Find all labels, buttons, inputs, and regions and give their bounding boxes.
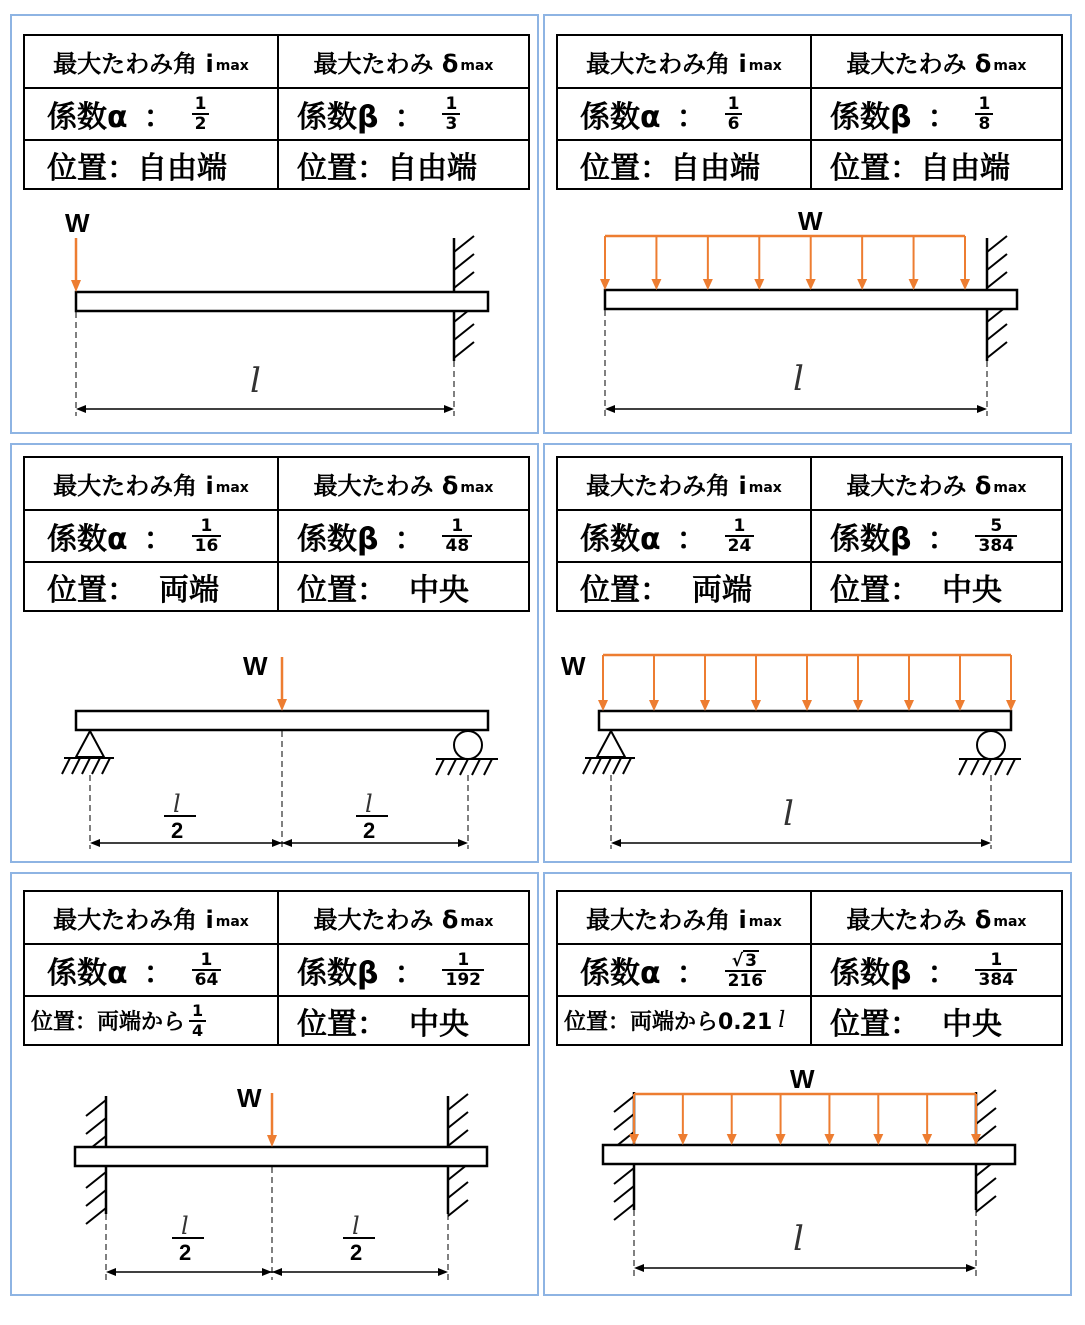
position-label: 位置：: [47, 572, 137, 608]
pin-support: [597, 731, 625, 757]
header-max-deflection-subscript: max: [993, 57, 1027, 74]
header-max-slope-text: 最大たわみ角 i: [586, 472, 747, 500]
beta-label: 係数β: [297, 956, 379, 991]
header-max-deflection-text: 最大たわみ δ: [846, 472, 992, 500]
ground-hatch: [959, 759, 1015, 775]
length-label: l: [783, 794, 794, 834]
colon: ：: [394, 100, 425, 135]
half-length-numerator: l: [173, 790, 181, 818]
ground-hatch: [583, 758, 631, 774]
panel-fixed-fixed-distributed-load: [543, 872, 1072, 1296]
alpha-position-value: 両端: [692, 572, 752, 608]
half-length-denominator: 2: [363, 818, 376, 843]
panel-cantilever-distributed-load: [543, 14, 1072, 434]
load-arrow-head: [873, 1134, 883, 1145]
alpha-position-value: 自由端: [137, 150, 227, 186]
load-arrow-head: [909, 279, 919, 290]
position-label: 位置：: [830, 572, 920, 608]
half-length-numerator: l: [181, 1212, 189, 1240]
beam: [75, 1147, 487, 1166]
half-length-numerator: l: [352, 1212, 360, 1240]
beta-label: 係数β: [297, 100, 379, 135]
header-max-slope-subscript: max: [748, 913, 782, 930]
alpha-numerator: 1: [727, 94, 740, 114]
header-max-slope-subscript: max: [748, 479, 782, 496]
colon: ：: [143, 522, 174, 557]
beta-numerator: 1: [451, 516, 464, 536]
colon: ：: [394, 956, 425, 991]
header-max-slope-subscript: max: [215, 57, 249, 74]
alpha-denominator: 64: [194, 970, 219, 990]
header-max-slope-text: 最大たわみ角 i: [586, 50, 747, 78]
load-arrow-head: [857, 279, 867, 290]
position-denominator: 4: [192, 1020, 204, 1040]
position-label: 位置：: [297, 1006, 387, 1042]
beam-diagram: [545, 874, 1070, 1294]
header-max-slope-subscript: max: [215, 479, 249, 496]
alpha-position-value: 位置：両端から: [31, 1010, 186, 1035]
half-length-numerator: l: [365, 790, 373, 818]
beta-denominator: 192: [445, 970, 481, 990]
half-length-denominator: 2: [179, 1240, 192, 1265]
panel-simply-supported-distributed-load: [543, 443, 1072, 863]
beam-diagram: [545, 445, 1070, 861]
load-label: W: [798, 206, 823, 236]
arrow-head: [267, 1135, 277, 1147]
load-arrow-head: [598, 700, 608, 711]
alpha-label: 係数α: [580, 956, 661, 991]
header-max-deflection-subscript: max: [993, 479, 1027, 496]
header-max-deflection-text: 最大たわみ δ: [846, 50, 992, 78]
beta-numerator: 1: [990, 950, 1003, 970]
header-max-deflection-text: 最大たわみ δ: [846, 906, 992, 934]
beam-diagram: [12, 16, 537, 432]
beta-position-value: 自由端: [387, 150, 477, 186]
beta-position-value: 中央: [409, 1006, 469, 1042]
position-label: 位置：: [580, 150, 670, 186]
header-max-deflection-subscript: max: [993, 913, 1027, 930]
roller-support: [454, 731, 482, 759]
alpha-denominator: 24: [727, 536, 752, 556]
alpha-denominator: 6: [727, 114, 740, 134]
colon: ：: [676, 522, 707, 557]
load-arrow-head: [955, 700, 965, 711]
load-arrow-head: [824, 1134, 834, 1145]
half-length-denominator: 2: [350, 1240, 363, 1265]
colon: ：: [927, 100, 958, 135]
beam: [603, 1145, 1015, 1164]
header-max-slope-text: 最大たわみ角 i: [586, 906, 747, 934]
alpha-denominator: 216: [727, 971, 764, 991]
beta-denominator: 384: [978, 536, 1014, 556]
panel-fixed-fixed-point-load: [10, 872, 539, 1296]
distributed-load: [629, 1094, 981, 1145]
half-length-denominator: 2: [171, 818, 184, 843]
load-arrow-head: [806, 279, 816, 290]
panel-simply-supported-point-load: [10, 443, 539, 863]
position-label: 位置：: [47, 150, 137, 186]
length-label: l: [793, 1219, 804, 1259]
position-label: 位置：: [830, 1006, 920, 1042]
pin-support: [76, 731, 104, 757]
load-arrow-head: [700, 700, 710, 711]
load-arrow-head: [727, 1134, 737, 1145]
length-label: l: [250, 361, 261, 401]
beam: [605, 290, 1017, 309]
header-max-deflection-subscript: max: [460, 57, 494, 74]
beta-numerator: 1: [445, 94, 458, 114]
header-max-slope-text: 最大たわみ角 i: [53, 906, 214, 934]
header-max-deflection-subscript: max: [460, 479, 494, 496]
roller-support: [977, 731, 1005, 759]
position-numerator: 1: [192, 1000, 204, 1020]
load-arrow-head: [678, 1134, 688, 1145]
beam-diagram: [545, 16, 1070, 432]
colon: ：: [676, 956, 707, 991]
beta-label: 係数β: [297, 522, 379, 557]
beta-label: 係数β: [830, 956, 912, 991]
distributed-load: [598, 655, 1016, 711]
load-arrow-head: [904, 700, 914, 711]
beam: [76, 292, 488, 311]
arrow-head: [277, 699, 287, 711]
header-max-slope-text: 最大たわみ角 i: [53, 50, 214, 78]
distributed-load: [600, 236, 970, 290]
alpha-numerator: 1: [200, 950, 213, 970]
load-label: W: [65, 208, 90, 238]
colon: ：: [143, 100, 174, 135]
load-label: W: [237, 1083, 262, 1113]
load-arrow-head: [1006, 700, 1016, 711]
load-arrow-head: [600, 279, 610, 290]
alpha-numerator: √ 3: [731, 951, 757, 971]
panel-cantilever-point-load: [10, 14, 539, 434]
ground-hatch: [436, 759, 492, 775]
beam: [76, 711, 488, 730]
load-arrow-head: [853, 700, 863, 711]
header-max-deflection-text: 最大たわみ δ: [313, 906, 459, 934]
arrow-head: [71, 280, 81, 292]
load-arrow-head: [754, 279, 764, 290]
beta-position-value: 自由端: [920, 150, 1010, 186]
beta-label: 係数β: [830, 522, 912, 557]
alpha-numerator: 1: [194, 94, 207, 114]
colon: ：: [394, 522, 425, 557]
header-max-slope-subscript: max: [215, 913, 249, 930]
length-symbol: l: [778, 1008, 786, 1033]
load-arrow-head: [802, 700, 812, 711]
alpha-denominator: 2: [194, 114, 207, 134]
alpha-numerator: 1: [200, 516, 213, 536]
header-max-deflection-text: 最大たわみ δ: [313, 50, 459, 78]
length-label: l: [793, 359, 804, 399]
header-max-slope-text: 最大たわみ角 i: [53, 472, 214, 500]
colon: ：: [927, 956, 958, 991]
position-label: 位置：: [297, 150, 387, 186]
beam-diagram: [12, 874, 537, 1294]
alpha-label: 係数α: [47, 522, 128, 557]
alpha-denominator: 16: [194, 536, 219, 556]
load-arrow-head: [629, 1134, 639, 1145]
header-max-deflection-text: 最大たわみ δ: [313, 472, 459, 500]
load-arrow-head: [651, 279, 661, 290]
ground-hatch: [62, 758, 110, 774]
position-label: 位置：: [297, 572, 387, 608]
beta-position-value: 中央: [942, 572, 1002, 608]
load-arrow-head: [751, 700, 761, 711]
alpha-radicand: 3: [745, 951, 757, 971]
alpha-position-value: 両端: [159, 572, 219, 608]
colon: ：: [143, 956, 174, 991]
beta-position-value: 中央: [942, 1006, 1002, 1042]
beta-denominator: 384: [978, 970, 1014, 990]
alpha-position-value: 自由端: [670, 150, 760, 186]
load-arrow-head: [776, 1134, 786, 1145]
alpha-label: 係数α: [580, 522, 661, 557]
load-label: W: [561, 651, 586, 681]
load-arrow-head: [703, 279, 713, 290]
header-max-deflection-subscript: max: [460, 913, 494, 930]
load-arrow-head: [922, 1134, 932, 1145]
alpha-label: 係数α: [47, 956, 128, 991]
alpha-label: 係数α: [47, 100, 128, 135]
beta-denominator: 3: [445, 114, 458, 134]
beta-numerator: 1: [978, 94, 991, 114]
load-arrow-head: [649, 700, 659, 711]
alpha-label: 係数α: [580, 100, 661, 135]
beta-denominator: 8: [978, 114, 991, 134]
alpha-position-value: 位置：両端から0.21: [564, 1010, 773, 1035]
colon: ：: [676, 100, 707, 135]
beta-numerator: 5: [990, 516, 1003, 536]
colon: ：: [927, 522, 958, 557]
load-arrow-head: [960, 279, 970, 290]
position-label: 位置：: [830, 150, 920, 186]
beta-label: 係数β: [830, 100, 912, 135]
beta-position-value: 中央: [409, 572, 469, 608]
beta-denominator: 48: [445, 536, 470, 556]
beam: [599, 711, 1011, 730]
header-max-slope-subscript: max: [748, 57, 782, 74]
beam-diagram: [12, 445, 537, 861]
load-label: W: [790, 1064, 815, 1094]
load-label: W: [243, 651, 268, 681]
beta-numerator: 1: [457, 950, 470, 970]
alpha-numerator: 1: [733, 516, 746, 536]
position-label: 位置：: [580, 572, 670, 608]
